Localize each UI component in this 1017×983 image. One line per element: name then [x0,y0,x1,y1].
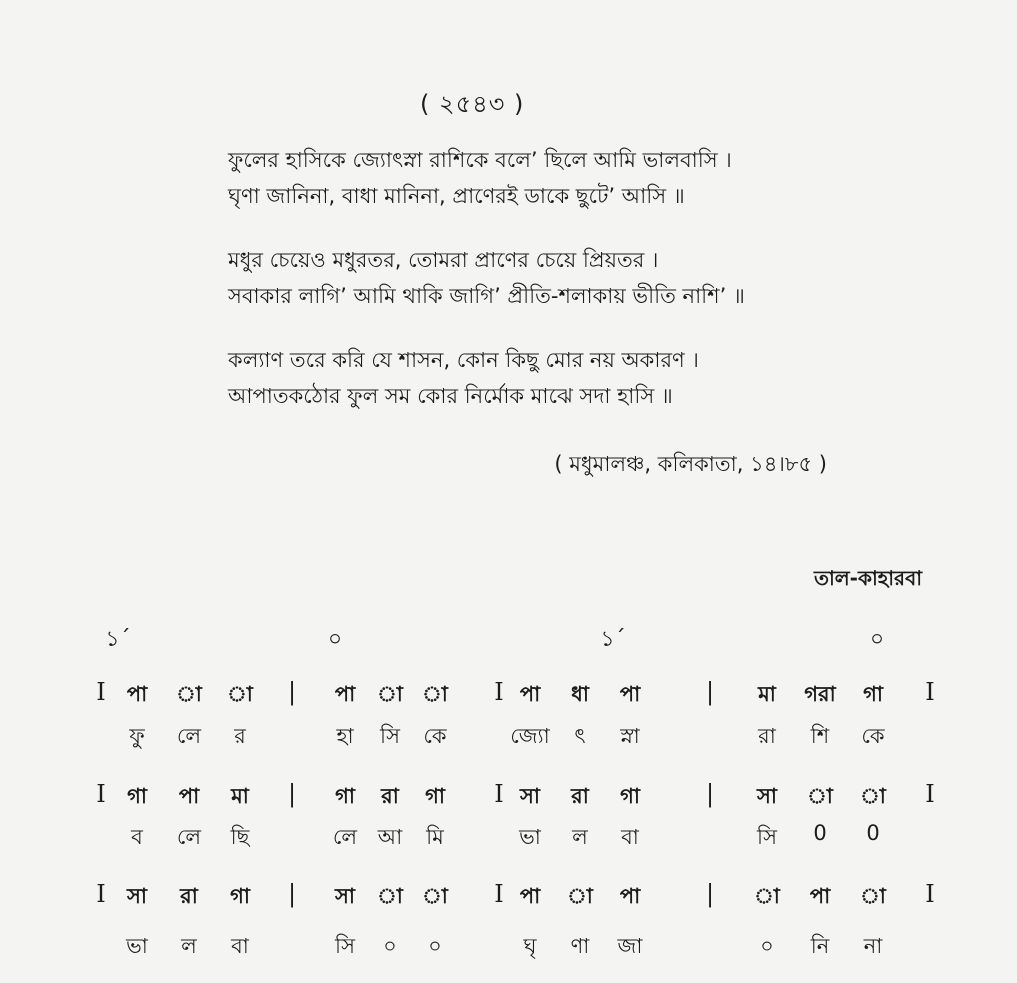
lyric-syllable: বা [621,825,639,849]
barline-minor: | [705,780,715,808]
lyric-syllable: না [863,934,883,958]
swara-note: া [422,884,448,908]
lyric-syllable: রা [758,724,776,748]
swara-note: া [176,682,202,706]
lyric-syllable: ল [572,825,588,849]
swara-note: পা [809,884,831,908]
swara-note: ধা [571,682,589,706]
swara-note: গা [620,784,640,808]
barline-major: I [494,780,504,808]
lyric-line: ঘৃণা জানিনা, বাধা মানিনা, প্রাণেরই ডাকে ছুটে’ আসি ॥ [228,184,685,208]
lyric-syllable: 0 [866,821,880,845]
barline-major: I [925,880,935,908]
beat-mark: ০ [327,627,343,652]
lyric-syllable: ০ [428,934,442,958]
barline-major: I [96,880,106,908]
lyric-syllable: মি [426,825,444,849]
lyric-syllable: ব [131,825,143,849]
lyric-line: কল্যাণ তরে করি যে শাসন, কোন কিছু মোর নয় অকারণ । [228,348,699,372]
swara-note: মা [758,682,776,706]
lyric-syllable: সি [757,825,777,849]
lyric-line: আপাতকঠোর ফুল সম কোর নির্মোক মাঝে সদা হাসি ॥ [228,384,673,408]
swara-note: সা [757,784,777,808]
lyric-syllable: র [234,724,246,748]
lyric-syllable: ল [181,934,197,958]
barline-minor: | [287,880,297,908]
lyric-syllable: ভা [126,934,148,958]
lyric-line: সবাকার লাগি’ আমি থাকি জাগি’ প্রীতি-শলাকায় ভীতি নাশি’ ॥ [228,284,745,308]
swara-note: সা [127,884,147,908]
taal-label: তাল-কাহারবা [813,566,922,590]
barline-minor: | [287,678,297,706]
swara-note: া [377,682,403,706]
beat-mark: ১´ [105,627,131,652]
lyric-syllable: হা [336,724,354,748]
lyric-syllable: শি [810,724,830,748]
swara-note: া [227,682,253,706]
swara-note: রা [381,784,399,808]
barline-major: I [925,678,935,706]
barline-major: I [925,780,935,808]
lyric-syllable: কে [423,724,447,748]
swara-note: সা [520,784,540,808]
beat-mark: ০ [869,627,885,652]
swara-note: গা [425,784,445,808]
swara-note: গা [230,884,250,908]
swara-note: পা [519,884,541,908]
lyric-syllable: সি [335,934,355,958]
swara-note: পা [126,682,148,706]
lyric-syllable: ভা [519,825,541,849]
lyric-syllable: ছি [230,825,250,849]
lyric-syllable: কে [861,724,885,748]
barline-major: I [96,780,106,808]
lyric-syllable: সি [380,724,400,748]
swara-note: গা [127,784,147,808]
lyric-syllable: ০ [383,934,397,958]
barline-major: I [494,880,504,908]
song-number: ( ২৫৪৩ ) [420,90,525,118]
swara-note: পা [334,682,356,706]
swara-note: া [860,784,886,808]
lyric-syllable: লে [176,825,202,849]
swara-note: া [807,784,833,808]
source-citation: ( মধুমালঞ্চ, কলিকাতা, ১৪।৮৫ ) [554,452,827,476]
swara-note: পা [619,682,641,706]
lyric-syllable: ০ [760,934,774,958]
barline-major: I [96,678,106,706]
lyric-syllable: ঘৃ [523,934,537,958]
swara-note: া [860,884,886,908]
lyric-syllable: লে [332,825,358,849]
lyric-syllable: ৎ [574,724,586,748]
barline-minor: | [705,678,715,706]
swara-note: রা [180,884,198,908]
swara-note: পা [519,682,541,706]
swara-note: পা [178,784,200,808]
swara-note: গরা [804,682,836,706]
lyric-line: মধুর চেয়েও মধুরতর, তোমরা প্রাণের চেয়ে প্রিয়তর । [228,248,659,272]
swara-note: মা [231,784,249,808]
lyric-syllable: ফু [129,724,145,748]
barline-minor: | [705,880,715,908]
lyric-syllable: 0 [813,821,827,845]
lyric-syllable: বা [231,934,249,958]
swara-note: সা [335,884,355,908]
swara-note: গা [335,784,355,808]
lyric-line: ফুলের হাসিকে জ্যোৎস্না রাশিকে বলে’ ছিলে আমি ভালবাসি । [228,148,732,172]
lyric-syllable: ণা [570,934,590,958]
swara-note: পা [619,884,641,908]
lyric-syllable: জা [617,934,643,958]
lyric-syllable: লে [176,724,202,748]
swara-note: া [754,884,780,908]
barline-minor: | [287,780,297,808]
lyric-syllable: আ [377,825,403,849]
swara-note: া [567,884,593,908]
lyric-syllable: নি [810,934,830,958]
lyric-syllable: জ্যো [510,724,550,748]
swara-note: া [377,884,403,908]
lyric-syllable: স্না [620,724,640,748]
swara-note: া [422,682,448,706]
barline-major: I [494,678,504,706]
swara-note: গা [863,682,883,706]
swara-note: রা [571,784,589,808]
beat-mark: ১´ [600,627,626,652]
